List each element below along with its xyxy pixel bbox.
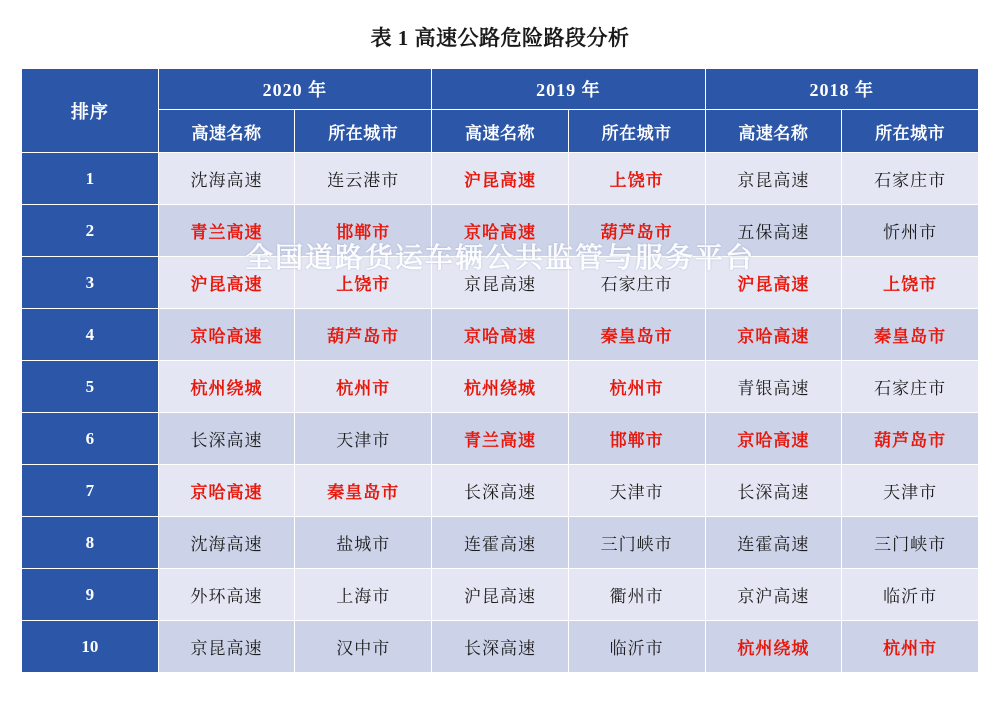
row-rank: 7 [22,465,159,517]
table-row [22,309,979,361]
cell-city: 临沂市 [842,569,979,621]
cell-highway-name: 连霍高速 [705,517,842,569]
cell-city: 三门峡市 [842,517,979,569]
cell-highway-name: 长深高速 [705,465,842,517]
cell-city: 天津市 [842,465,979,517]
cell-highway-name: 沈海高速 [158,153,295,205]
cell-highway-name: 京哈高速 [158,309,295,361]
cell-city: 石家庄市 [568,257,705,309]
column-header-city-2019: 所在城市 [568,110,705,153]
cell-highway-name: 京昆高速 [705,153,842,205]
cell-highway-name: 长深高速 [432,621,569,673]
cell-highway-name: 青兰高速 [158,205,295,257]
table-container [21,68,979,673]
table-row [22,153,979,205]
row-rank: 1 [22,153,159,205]
table-header-row-years [22,69,979,110]
table-body [22,153,979,673]
cell-city: 杭州市 [842,621,979,673]
cell-highway-name: 京哈高速 [432,205,569,257]
cell-highway-name: 五保高速 [705,205,842,257]
row-rank: 2 [22,205,159,257]
cell-highway-name: 连霍高速 [432,517,569,569]
cell-city: 石家庄市 [842,361,979,413]
cell-city: 杭州市 [295,361,432,413]
cell-city: 上饶市 [842,257,979,309]
column-header-rank: 排序 [22,69,159,153]
cell-highway-name: 京哈高速 [705,413,842,465]
cell-city: 天津市 [295,413,432,465]
column-header-year-2019: 2019 年 [432,69,705,110]
column-header-highway-name-2019: 高速名称 [432,110,569,153]
column-header-year-2018: 2018 年 [705,69,978,110]
table-row [22,257,979,309]
cell-city: 衢州市 [568,569,705,621]
watermark-text: 全国道路货运车辆公共监管与服务平台 [244,242,755,273]
cell-city: 上海市 [295,569,432,621]
cell-highway-name: 京哈高速 [158,465,295,517]
cell-highway-name: 京哈高速 [432,309,569,361]
cell-city: 葫芦岛市 [842,413,979,465]
column-header-city-2020: 所在城市 [295,110,432,153]
table-row [22,205,979,257]
risk-analysis-table [21,68,979,673]
cell-highway-name: 长深高速 [432,465,569,517]
cell-city: 石家庄市 [842,153,979,205]
cell-city: 秦皇岛市 [842,309,979,361]
cell-city: 邯郸市 [295,205,432,257]
cell-highway-name: 长深高速 [158,413,295,465]
cell-highway-name: 京昆高速 [158,621,295,673]
cell-city: 葫芦岛市 [295,309,432,361]
cell-city: 忻州市 [842,205,979,257]
cell-highway-name: 京沪高速 [705,569,842,621]
cell-city: 三门峡市 [568,517,705,569]
cell-city: 临沂市 [568,621,705,673]
row-rank: 9 [22,569,159,621]
table-row [22,517,979,569]
cell-highway-name: 青兰高速 [432,413,569,465]
cell-city: 连云港市 [295,153,432,205]
cell-highway-name: 沈海高速 [158,517,295,569]
table-row [22,569,979,621]
table-row [22,361,979,413]
cell-city: 盐城市 [295,517,432,569]
row-rank: 8 [22,517,159,569]
cell-city: 葫芦岛市 [568,205,705,257]
cell-city: 秦皇岛市 [568,309,705,361]
cell-highway-name: 京昆高速 [432,257,569,309]
row-rank: 6 [22,413,159,465]
cell-city: 汉中市 [295,621,432,673]
cell-highway-name: 杭州绕城 [158,361,295,413]
cell-city: 秦皇岛市 [295,465,432,517]
cell-highway-name: 杭州绕城 [705,621,842,673]
column-header-highway-name-2018: 高速名称 [705,110,842,153]
cell-city: 邯郸市 [568,413,705,465]
cell-city: 杭州市 [568,361,705,413]
cell-highway-name: 外环高速 [158,569,295,621]
cell-highway-name: 京哈高速 [705,309,842,361]
table-header [22,69,979,153]
cell-city: 上饶市 [568,153,705,205]
cell-highway-name: 沪昆高速 [432,153,569,205]
row-rank: 5 [22,361,159,413]
cell-highway-name: 青银高速 [705,361,842,413]
cell-highway-name: 沪昆高速 [158,257,295,309]
table-header-row-subs [22,110,979,153]
row-rank: 3 [22,257,159,309]
page-title: 表 1 高速公路危险路段分析 [370,26,630,50]
table-row [22,621,979,673]
cell-highway-name: 杭州绕城 [432,361,569,413]
column-header-year-2020: 2020 年 [158,69,431,110]
cell-highway-name: 沪昆高速 [705,257,842,309]
cell-highway-name: 沪昆高速 [432,569,569,621]
cell-city: 上饶市 [295,257,432,309]
row-rank: 4 [22,309,159,361]
cell-city: 天津市 [568,465,705,517]
table-row [22,465,979,517]
row-rank: 10 [22,621,159,673]
column-header-city-2018: 所在城市 [842,110,979,153]
table-row [22,413,979,465]
column-header-highway-name-2020: 高速名称 [158,110,295,153]
